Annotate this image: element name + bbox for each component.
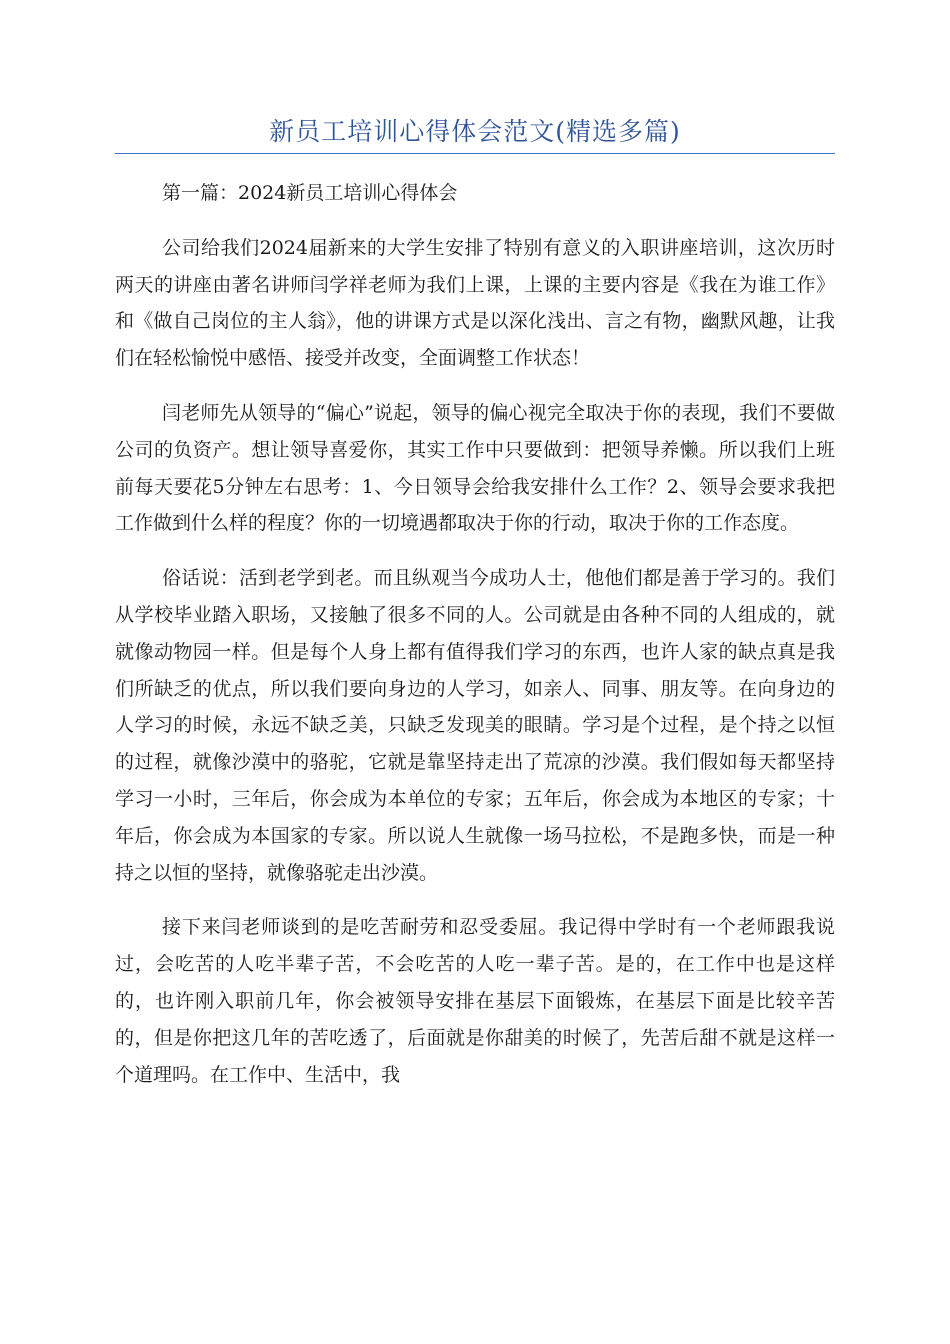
paragraph: 俗话说：活到老学到老。而且纵观当今成功人士，他他们都是善于学习的。我们从学校毕业踏入职场，又接触了很多不同的人。公司就是由各种不同的人组成的，就就像动物园一样。但是每个人身上都有值得我们学习的东西，也许人家的缺点真是我们所缺乏的优点，所以我们要向身边的人学习，如亲人、同事、朋友等。在向身边的人学习的时候，永远不缺乏美，只缺乏发现美的眼睛。学习是个过程，是个持之以恒的过程，就像沙漠中的骆驼，它就是靠坚持走出了荒凉的沙漠。我们假如每天都坚持学习一小时，三年后，你会成为本单位的专家；五年后，你会成为本地区的专家；十年后，你会成为本国家的专家。所以说人生就像一场马拉松，不是跑多快，而是一种持之以恒的坚持，就像骆驼走出沙漠。 bbox=[115, 567, 835, 884]
section-heading: 第一篇：2024新员工培训心得体会 bbox=[162, 182, 458, 204]
paragraph: 闫老师先从领导的“偏心”说起，领导的偏心视完全取决于你的表现，我们不要做公司的负资产。想让领导喜爱你，其实工作中只要做到：把领导养懒。所以我们上班前每天要花5分钟左右思考：1、今日领导会给我安排什么工作？2、领导会要求我把工作做到什么样的程度？你的一切境遇都取决于你的行动，取决于你的工作态度。 bbox=[115, 401, 835, 535]
paragraph: 公司给我们2024届新来的大学生安排了特别有意义的入职讲座培训，这次历时两天的讲座由著名讲师闫学祥老师为我们上课，上课的主要内容是《我在为谁工作》和《做自己岗位的主人翁》，他的讲课方式是以深化浅出、言之有物，幽默风趣，让我们在轻松愉悦中感悟、接受并改变，全面调整工作状态！ bbox=[115, 236, 835, 370]
title-underline bbox=[115, 153, 835, 154]
document-body bbox=[115, 175, 835, 1111]
paragraph: 接下来闫老师谈到的是吃苦耐劳和忍受委屈。我记得中学时有一个老师跟我说过，会吃苦的人吃半辈子苦，不会吃苦的人吃一辈子苦。是的，在工作中也是这样的，也许刚入职前几年，你会被领导安排在基层下面锻炼，在基层下面是比较辛苦的，但是你把这几年的苦吃透了，后面就是你甜美的时候了，先苦后甜不就是这样一个道理吗。在工作中、生活中，我 bbox=[115, 916, 835, 1086]
document-title: 新员工培训心得体会范文(精选多篇) bbox=[269, 117, 681, 146]
